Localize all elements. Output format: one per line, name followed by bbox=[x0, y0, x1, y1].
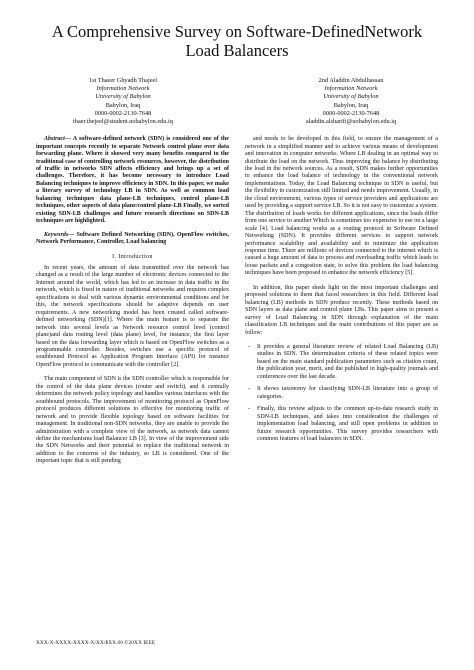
right-column bbox=[245, 136, 438, 466]
bullet-dash: - bbox=[248, 406, 251, 413]
paragraph: and needs to be developed in this field, to ensure the management of a network in a simplified manner and to achieve various means of development and innovation in computer networks. Where LB dealing in an optimal way to distribute the load on the network. Thus improving the balance by distributing the load in the network sources. As a result, SDN makes further opportunities to enhance the load balance of technology in the conventional network implementations. Today, the Load Balancing technique in SDN is useful, but the flexibility in customization still limited and needs improvement. Usually, in the cloud environment, various types of service providers and applications are used by providing a support service LB. So it is not easy to customize a system. The distribution of loads works for different applications, since the loads differ from one service to another Which is sometimes too expensive to use on a large scale [4]. Load balancing works as a routing protocol in Software Defined Networking (SDN). It provides different services to support network performance scalability and availability and to minimize the application response time. There are millions of devices connected to the internet which is caused a huge amount of data to process and overloading traffic which leads to loose packets and a congestion state, to solve this problem the load balancing techniques have been proposed to enhance the network efficiency [5]. bbox=[245, 136, 438, 277]
author-name: 2nd Aladdin Abdulhassan bbox=[318, 77, 384, 84]
author-orcid: 0000-0002-2130-7648 bbox=[94, 109, 152, 117]
author-dept: Information Network bbox=[324, 85, 378, 93]
left-column bbox=[36, 136, 229, 466]
paper-title: A Comprehensive Survey on Software-DefinedNetwork Load Balancers bbox=[51, 22, 423, 60]
body-columns bbox=[36, 136, 438, 466]
abstract-text: A software-defined network (SDN) is considered one of the important concepts recently to separate Network control plane over data forwarding plane. Where it showed very many benefits compared to the traditional case of controlling network resources, however, the distribution of traffic in networks SDN affects efficiency and brings up a set of challenges. Therefore, it has become necessary to introduce Load Balancing techniques to improve efficiency in SDN. In this paper, we make a literary survey of technology LB in SDN. As well as common load balancing techniques data plane-LB techniques, control plane-LB techniques, other aspects of data plane/control plane-LB Finally, we sorted existing SDN-LB challenges and future research directions on SDN-LB techniques are highlighted. bbox=[36, 136, 229, 225]
keywords bbox=[36, 232, 229, 247]
author-email: thaer.thejeel@student.uobabylon.edu.iq bbox=[73, 118, 173, 126]
author-orcid: 0000-0002-2130-7648 bbox=[322, 109, 380, 117]
list-item-text: Finally, this review adjusts to the common up-to-date research study in SDN-LB techniques, and takes into consideration the challenges of implementation load balancing, and still open problems in addition to future research opportunities. This survey provides researchers with common features of load balancers in SDN. bbox=[257, 406, 438, 442]
list-item-text: It provides a general literature review of related Load Balancing (LB) studies in SDN. The determination criteria of these related topics were based on the main standard publication parameters such as citation count, the publication year, merit, and the published in high-quality journals and conferences over the last decade. bbox=[257, 344, 438, 380]
author-org: University of Babylon bbox=[95, 93, 151, 101]
bullet-dash: - bbox=[248, 344, 251, 350]
keywords-label: Keywords— bbox=[44, 231, 75, 238]
author-2 bbox=[276, 77, 426, 126]
list-item bbox=[245, 386, 438, 401]
paragraph: The main component of SDN is the SDN controller which is responsible for the control of the data plane devices (router and switch), and it centrally determines the network policy topology and handles various interfaces with the southbound protocols. The improvement of monitoring protocol as OpenFlow protocol produces different solutions to effective for monitoring traffic of network and to provide flexible topology based on software facilities for management. In traditional non-SDN networks, they are unable to provide the administration with a complete view of the network, as network data cannot define the mechanisms load Balancer LB [3]. In view of the improvement side the SDN Networks and their potential to replace the traditional network in addition to the concerns of the industry, so LB is considered. One of the important topic that is still pending bbox=[36, 376, 229, 465]
author-city: Babylon, Iraq bbox=[333, 101, 369, 109]
author-dept: Information Network bbox=[96, 85, 150, 93]
author-city: Babylon, Iraq bbox=[105, 101, 141, 109]
contribution-list bbox=[245, 344, 438, 443]
abstract-label: Abstract— bbox=[44, 136, 71, 143]
author-1 bbox=[48, 77, 198, 126]
paragraph: In recent years, the amount of data transmitted over the network has changed as a result of the large number of electronic devices connected to the Internet around the world, which has led to an increase in data traffic in the network, which is fixed in nature of traditional networks and requires complex specifications to deal with various dynamic environmental conditions and for this, the network specifications should be adaptive depends on user requirements. A new networking model has been created called software-defined networking (SDN)[1]. Where the main feature is to separate the network into several levels as Network resource control level (control plane)and data routing level (data plane) level, for instance, the first layer based on the data forwarding layer which is based on OpenFlow switches as a programmable controller. Besides, switches use a specific protocol of southbound Protocol as Application Program Interface (API) for instance OpenFlow protocol to communicate with the controller [2]. bbox=[36, 265, 229, 368]
author-org: University of Babylon bbox=[323, 93, 379, 101]
abstract bbox=[36, 136, 229, 225]
list-item bbox=[245, 406, 438, 443]
keywords-text: Software Defined Networking (SDN), OpenFlow switches, Network Performance, Controller, Load balancing bbox=[36, 231, 229, 246]
list-item bbox=[245, 344, 438, 381]
author-email: aladdin.alsharifi@uobabylon.edu.iq bbox=[305, 118, 397, 126]
copyright-footer: XXX-X-XXXX-XXXX-X/XX/$XX.00 ©20XX IEEE bbox=[36, 640, 156, 646]
list-item-text: It shows taxonomy for classifying SDN-LB literature into a group of categories. bbox=[257, 386, 438, 400]
bullet-dash: - bbox=[248, 386, 251, 393]
author-block bbox=[36, 77, 438, 126]
author-name: 1st Thaeer Ghyadh Thajeel bbox=[88, 77, 158, 84]
paragraph: In addition, this paper sheds light on the most important challenges and proposed solutions to them that faced researchers in this field. Different load balancing (LB) methods in SDN produce recently. These methods based on SDN layers as data plane and control plane LBs. This paper aims to present a survey of Load Balancing in SDN through explanation of the main classification LB techniques and the main contributions of this paper are as follow: bbox=[245, 284, 438, 336]
section-heading: I. Introduction bbox=[112, 253, 153, 260]
